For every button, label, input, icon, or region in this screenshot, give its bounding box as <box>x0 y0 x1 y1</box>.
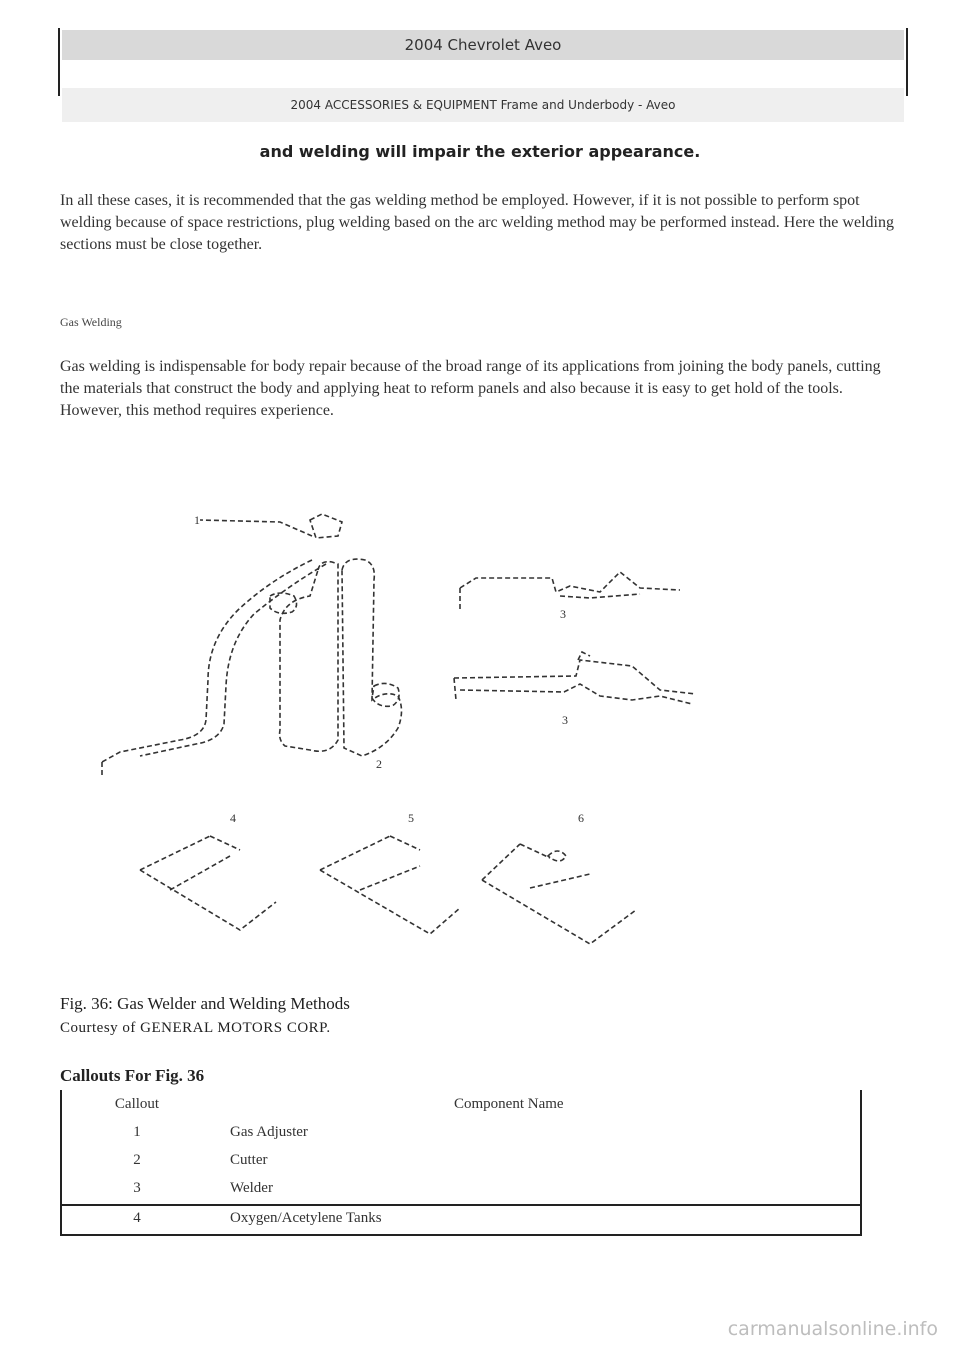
callout-label: 3 <box>562 713 568 727</box>
figure-caption: Fig. 36: Gas Welder and Welding Methods <box>60 994 350 1013</box>
document-header <box>58 28 908 112</box>
table-row <box>62 1148 860 1176</box>
header-component-name: Component Name <box>454 1096 564 1112</box>
gas-welder-illustration <box>80 500 720 960</box>
cell-callout: 3 <box>133 1180 141 1196</box>
warning-text: and welding will impair the exterior appearance. <box>259 142 701 161</box>
subheading-gas-welding: Gas Welding <box>60 315 122 329</box>
cell-component-name: Cutter <box>230 1152 268 1168</box>
callout-label: 6 <box>578 811 584 825</box>
callout-label: 4 <box>230 811 236 825</box>
table-row <box>62 1176 860 1204</box>
table-bottom-border <box>62 1234 860 1236</box>
callout-label: 2 <box>376 757 382 771</box>
watermark: carmanualsonline.info <box>727 1318 938 1340</box>
callout-label: 1 <box>194 513 200 527</box>
callout-label: 3 <box>560 607 566 621</box>
table-row <box>62 1206 860 1234</box>
cell-callout: 2 <box>133 1152 141 1168</box>
cell-component-name: Oxygen/Acetylene Tanks <box>230 1210 382 1226</box>
cell-callout: 1 <box>133 1124 141 1140</box>
cell-component-name: Gas Adjuster <box>230 1124 308 1140</box>
callouts-table <box>60 1090 862 1236</box>
table-row <box>62 1120 860 1148</box>
cell-callout: 4 <box>133 1210 141 1226</box>
header-callout: Callout <box>114 1096 160 1112</box>
header-subtitle: 2004 ACCESSORIES & EQUIPMENT Frame and Underbody - Aveo <box>62 88 904 122</box>
paragraph-welding-methods: In all these cases, it is recommended that the gas welding method be employed. However, if it is not possible to perform spot welding because of space restrictions, plug welding based on the arc welding method may be performed instead. Here the welding sections must be close together. <box>60 192 894 253</box>
callout-label: 5 <box>408 811 414 825</box>
table-header-row <box>62 1092 860 1120</box>
figure-courtesy: Courtesy of GENERAL MOTORS CORP. <box>60 1020 331 1036</box>
header-title: 2004 Chevrolet Aveo <box>62 30 904 60</box>
cell-component-name: Welder <box>230 1180 273 1196</box>
paragraph-gas-welding: Gas welding is indispensable for body repair because of the broad range of its applications from joining the body panels, cutting the materials that construct the body and applying heat to reform panels and also because it is easy to get hold of the tools. However, this method requires experience. <box>60 358 881 419</box>
callouts-title: Callouts For Fig. 36 <box>60 1066 205 1085</box>
